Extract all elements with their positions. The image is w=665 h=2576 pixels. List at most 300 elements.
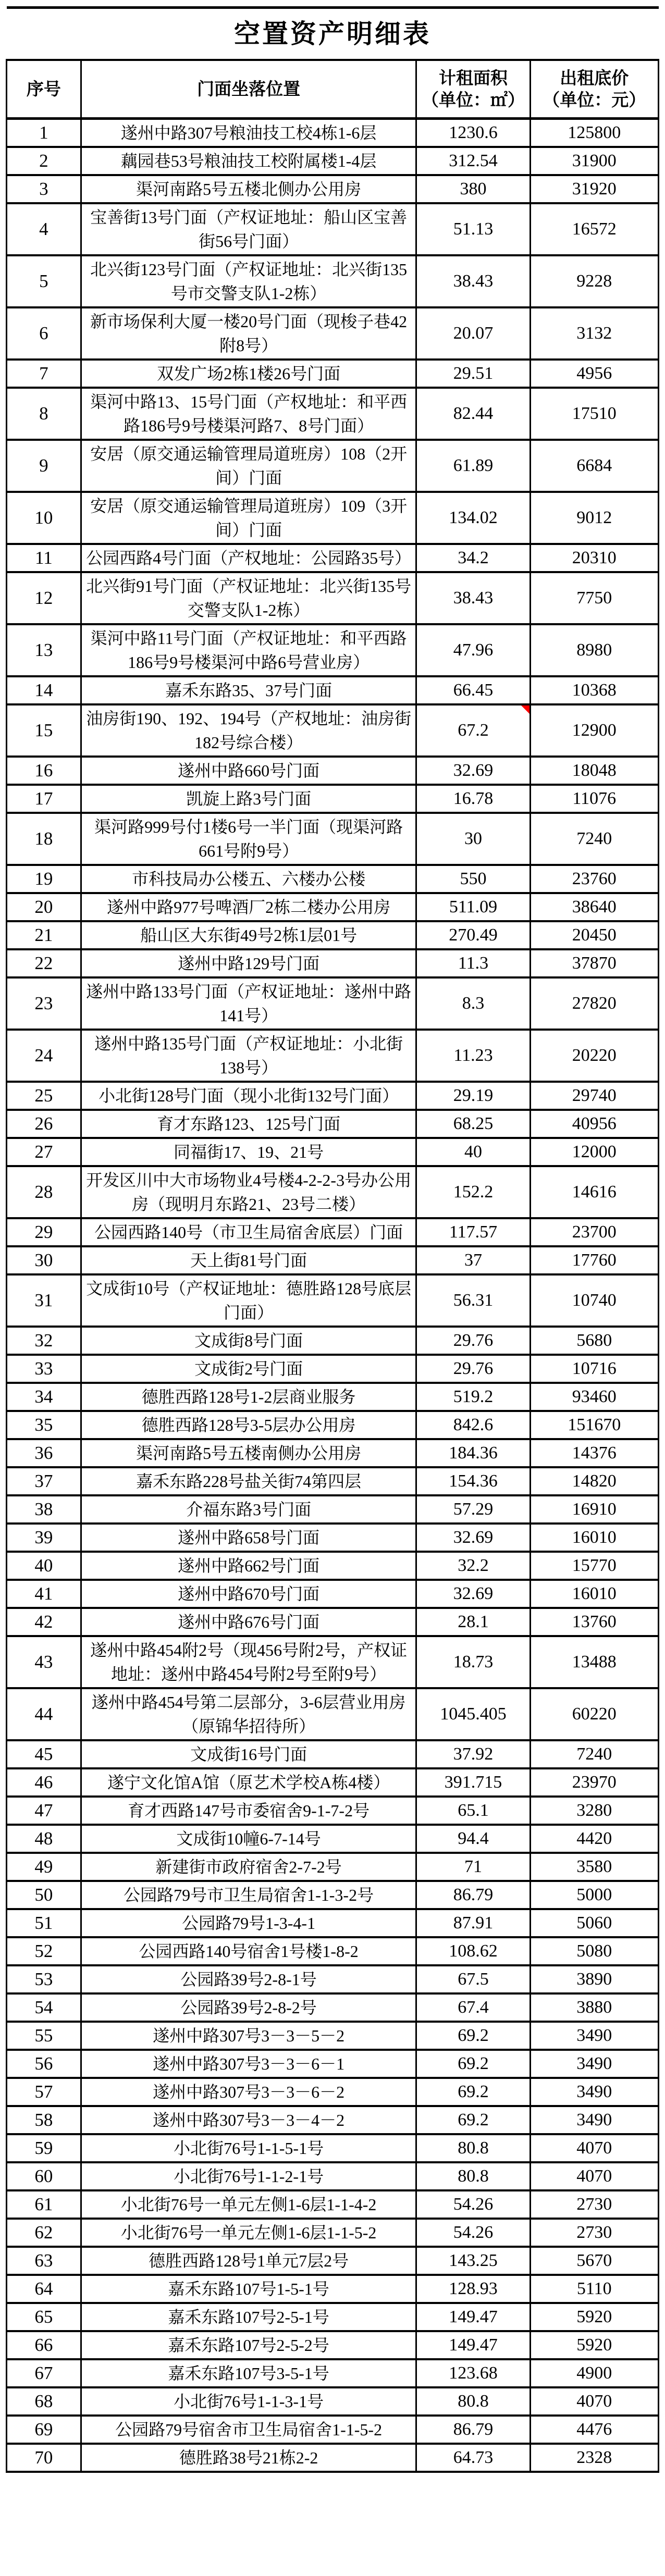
row-number-cell: 33 — [7, 1355, 81, 1383]
row-number-cell: 43 — [7, 1636, 81, 1688]
area-cell: 32.2 — [416, 1552, 530, 1580]
row-number-cell: 68 — [7, 2387, 81, 2416]
location-cell: 文成街8号门面 — [81, 1327, 416, 1355]
location-cell: 船山区大东街49号2栋1层01号 — [81, 921, 416, 949]
table-row — [7, 440, 659, 492]
area-cell: 154.36 — [416, 1467, 530, 1495]
area-cell: 80.8 — [416, 2162, 530, 2190]
table-row — [7, 147, 659, 175]
price-cell: 23700 — [530, 1218, 658, 1246]
price-cell: 7750 — [530, 572, 658, 624]
price-cell: 5670 — [530, 2247, 658, 2275]
table-row — [7, 704, 659, 757]
row-number-cell: 47 — [7, 1797, 81, 1825]
row-number-cell: 57 — [7, 2078, 81, 2106]
table-row — [7, 2078, 659, 2106]
price-cell: 3880 — [530, 1993, 658, 2022]
row-number-cell: 62 — [7, 2219, 81, 2247]
row-number-cell: 27 — [7, 1138, 81, 1166]
location-cell: 遂州中路135号门面（产权证地址：小北街138号） — [81, 1030, 416, 1082]
area-cell: 54.26 — [416, 2190, 530, 2219]
row-number-cell: 64 — [7, 2275, 81, 2303]
price-cell: 17760 — [530, 1246, 658, 1274]
area-cell: 11.3 — [416, 949, 530, 977]
area-cell: 117.57 — [416, 1218, 530, 1246]
table-row — [7, 1909, 659, 1937]
price-cell: 27820 — [530, 977, 658, 1030]
location-cell: 宝善街13号门面（产权证地址：船山区宝善街56号门面） — [81, 203, 416, 255]
price-cell: 60220 — [530, 1688, 658, 1740]
location-cell: 遂州中路307号粮油技工校4栋1-6层 — [81, 119, 416, 147]
row-number-cell: 53 — [7, 1965, 81, 1993]
location-cell: 遂州中路660号门面 — [81, 757, 416, 785]
area-cell: 29.76 — [416, 1355, 530, 1383]
area-cell: 380 — [416, 175, 530, 203]
column-header-unit: （单位：元） — [543, 90, 646, 109]
location-cell: 公园西路4号门面（产权地址：公园路35号） — [81, 544, 416, 572]
row-number-cell: 3 — [7, 175, 81, 203]
area-cell: 57.29 — [416, 1495, 530, 1524]
price-cell: 31900 — [530, 147, 658, 175]
row-number-cell: 70 — [7, 2444, 81, 2472]
location-cell: 北兴街91号门面（产权证地址：北兴街135号交警支队1-2栋） — [81, 572, 416, 624]
row-number-cell: 39 — [7, 1524, 81, 1552]
price-cell: 37870 — [530, 949, 658, 977]
location-cell: 双发广场2栋1楼26号门面 — [81, 360, 416, 388]
area-cell: 108.62 — [416, 1937, 530, 1965]
location-cell: 德胜路38号21栋2-2 — [81, 2444, 416, 2472]
location-cell: 遂州中路670号门面 — [81, 1580, 416, 1608]
row-number-cell: 1 — [7, 119, 81, 147]
row-number-cell: 31 — [7, 1274, 81, 1327]
table-row — [7, 977, 659, 1030]
table-row — [7, 1411, 659, 1439]
price-cell: 14616 — [530, 1166, 658, 1218]
price-cell: 5680 — [530, 1327, 658, 1355]
table-row — [7, 2134, 659, 2162]
row-number-cell: 15 — [7, 704, 81, 757]
area-cell: 29.51 — [416, 360, 530, 388]
table-row — [7, 1110, 659, 1138]
price-cell: 13488 — [530, 1636, 658, 1688]
location-cell: 遂州中路454附2号（现456号附2号，产权证地址：遂州中路454号附2号至附9号） — [81, 1636, 416, 1688]
column-header-label: 序号 — [26, 79, 61, 98]
price-cell: 20450 — [530, 921, 658, 949]
table-row — [7, 1825, 659, 1853]
area-cell: 34.2 — [416, 544, 530, 572]
area-cell: 32.69 — [416, 757, 530, 785]
area-cell: 149.47 — [416, 2331, 530, 2359]
table-row — [7, 676, 659, 704]
row-number-cell: 12 — [7, 572, 81, 624]
location-cell: 遂州中路676号门面 — [81, 1608, 416, 1636]
table-row — [7, 1580, 659, 1608]
location-cell: 遂州中路133号门面（产权证地址：遂州中路141号） — [81, 977, 416, 1030]
price-cell: 5920 — [530, 2331, 658, 2359]
area-cell: 87.91 — [416, 1909, 530, 1937]
table-row — [7, 1993, 659, 2022]
price-cell: 29740 — [530, 1082, 658, 1110]
price-cell: 12900 — [530, 704, 658, 757]
area-cell: 312.54 — [416, 147, 530, 175]
location-cell: 遂州中路307号3－3－6－2 — [81, 2078, 416, 2106]
row-number-cell: 23 — [7, 977, 81, 1030]
row-number-cell: 48 — [7, 1825, 81, 1853]
price-cell: 5080 — [530, 1937, 658, 1965]
location-cell: 文成街16号门面 — [81, 1740, 416, 1768]
area-cell: 29.76 — [416, 1327, 530, 1355]
price-cell: 3132 — [530, 307, 658, 360]
table-row — [7, 1355, 659, 1383]
table-row — [7, 1740, 659, 1768]
row-number-cell: 66 — [7, 2331, 81, 2359]
price-cell: 15770 — [530, 1552, 658, 1580]
column-header-unit: （单位：㎡） — [422, 90, 525, 109]
price-cell: 4956 — [530, 360, 658, 388]
table-row — [7, 2190, 659, 2219]
table-row — [7, 492, 659, 544]
area-cell: 69.2 — [416, 2078, 530, 2106]
column-header-label: 出租底价 — [560, 68, 629, 88]
area-cell: 68.25 — [416, 1110, 530, 1138]
location-cell: 嘉禾东路228号盐关街74第四层 — [81, 1467, 416, 1495]
area-cell: 69.2 — [416, 2050, 530, 2078]
location-cell: 市科技局办公楼五、六楼办公楼 — [81, 865, 416, 893]
row-number-cell: 50 — [7, 1881, 81, 1909]
row-number-cell: 58 — [7, 2106, 81, 2134]
table-row — [7, 2331, 659, 2359]
row-number-cell: 54 — [7, 1993, 81, 2022]
table-row — [7, 255, 659, 307]
area-cell: 56.31 — [416, 1274, 530, 1327]
area-cell: 28.1 — [416, 1608, 530, 1636]
table-row — [7, 1797, 659, 1825]
location-cell: 公园路79号市卫生局宿舍1-1-3-2号 — [81, 1881, 416, 1909]
table-row — [7, 1881, 659, 1909]
area-cell: 32.69 — [416, 1580, 530, 1608]
price-cell: 3890 — [530, 1965, 658, 1993]
row-number-cell: 4 — [7, 203, 81, 255]
location-cell: 小北街76号1-1-2-1号 — [81, 2162, 416, 2190]
location-cell: 德胜西路128号1单元7层2号 — [81, 2247, 416, 2275]
price-cell: 6684 — [530, 440, 658, 492]
price-cell: 20220 — [530, 1030, 658, 1082]
table-row — [7, 1552, 659, 1580]
price-cell: 16910 — [530, 1495, 658, 1524]
location-cell: 渠河中路11号门面（产权证地址：和平西路186号9号楼渠河中路6号营业房） — [81, 624, 416, 676]
location-cell: 文成街10幢6-7-14号 — [81, 1825, 416, 1853]
area-cell: 61.89 — [416, 440, 530, 492]
price-cell: 14820 — [530, 1467, 658, 1495]
price-cell: 14376 — [530, 1439, 658, 1467]
location-cell: 北兴街123号门面（产权证地址：北兴街135号市交警支队1-2栋） — [81, 255, 416, 307]
row-number-cell: 49 — [7, 1853, 81, 1881]
column-header-price — [530, 60, 658, 119]
row-number-cell: 19 — [7, 865, 81, 893]
location-cell: 德胜西路128号3-5层办公用房 — [81, 1411, 416, 1439]
price-cell: 125800 — [530, 119, 658, 147]
location-cell: 育才东路123、125号门面 — [81, 1110, 416, 1138]
price-cell: 10716 — [530, 1355, 658, 1383]
table-row — [7, 2359, 659, 2387]
table-row — [7, 949, 659, 977]
row-number-cell: 7 — [7, 360, 81, 388]
row-number-cell: 5 — [7, 255, 81, 307]
table-row — [7, 1768, 659, 1797]
row-number-cell: 51 — [7, 1909, 81, 1937]
area-cell: 67.5 — [416, 1965, 530, 1993]
location-cell: 遂州中路662号门面 — [81, 1552, 416, 1580]
area-cell: 40 — [416, 1138, 530, 1166]
price-cell: 151670 — [530, 1411, 658, 1439]
row-number-cell: 14 — [7, 676, 81, 704]
price-cell: 23760 — [530, 865, 658, 893]
location-cell: 安居（原交通运输管理局道班房）109（3开间）门面 — [81, 492, 416, 544]
area-cell: 270.49 — [416, 921, 530, 949]
row-number-cell: 69 — [7, 2416, 81, 2444]
price-cell: 2328 — [530, 2444, 658, 2472]
location-cell: 公园路79号1-3-4-1 — [81, 1909, 416, 1937]
row-number-cell: 29 — [7, 1218, 81, 1246]
table-row — [7, 921, 659, 949]
table-row — [7, 2444, 659, 2472]
table-row — [7, 307, 659, 360]
location-cell: 嘉禾东路35、37号门面 — [81, 676, 416, 704]
location-cell: 公园路39号2-8-1号 — [81, 1965, 416, 1993]
row-number-cell: 37 — [7, 1467, 81, 1495]
location-cell: 藕园巷53号粮油技工校附属楼1-4层 — [81, 147, 416, 175]
price-cell: 5920 — [530, 2303, 658, 2331]
table-row — [7, 1138, 659, 1166]
table-row — [7, 2050, 659, 2078]
column-header-no — [7, 60, 81, 119]
location-cell: 新建街市政府宿舍2-7-2号 — [81, 1853, 416, 1881]
row-number-cell: 59 — [7, 2134, 81, 2162]
table-row — [7, 1467, 659, 1495]
table-row — [7, 388, 659, 440]
location-cell: 小北街76号一单元左侧1-6层1-1-4-2 — [81, 2190, 416, 2219]
price-cell: 16572 — [530, 203, 658, 255]
row-number-cell: 16 — [7, 757, 81, 785]
table-row — [7, 2162, 659, 2190]
price-cell: 16010 — [530, 1524, 658, 1552]
location-cell: 开发区川中大市场物业4号楼4-2-2-3号办公用房（现明月东路21、23号二楼） — [81, 1166, 416, 1218]
price-cell: 20310 — [530, 544, 658, 572]
row-number-cell: 61 — [7, 2190, 81, 2219]
area-cell: 47.96 — [416, 624, 530, 676]
area-cell: 184.36 — [416, 1439, 530, 1467]
table-row — [7, 2416, 659, 2444]
table-row — [7, 1246, 659, 1274]
table-row — [7, 785, 659, 813]
document-page — [6, 0, 659, 2473]
price-cell: 4070 — [530, 2162, 658, 2190]
table-row — [7, 572, 659, 624]
area-cell: 66.45 — [416, 676, 530, 704]
location-cell: 育才西路147号市委宿舍9-1-7-2号 — [81, 1797, 416, 1825]
price-cell: 7240 — [530, 1740, 658, 1768]
row-number-cell: 35 — [7, 1411, 81, 1439]
location-cell: 遂州中路129号门面 — [81, 949, 416, 977]
location-cell: 文成街2号门面 — [81, 1355, 416, 1383]
area-cell: 94.4 — [416, 1825, 530, 1853]
price-cell: 3490 — [530, 2050, 658, 2078]
price-cell: 40956 — [530, 1110, 658, 1138]
table-row — [7, 203, 659, 255]
table-row — [7, 865, 659, 893]
area-cell: 519.2 — [416, 1383, 530, 1411]
table-row — [7, 1965, 659, 1993]
row-number-cell: 13 — [7, 624, 81, 676]
row-number-cell: 9 — [7, 440, 81, 492]
column-header-label: 计租面积 — [439, 68, 508, 88]
location-cell: 遂州中路658号门面 — [81, 1524, 416, 1552]
area-cell: 30 — [416, 813, 530, 865]
column-header-label: 门面坐落位置 — [197, 79, 301, 98]
row-number-cell: 65 — [7, 2303, 81, 2331]
area-cell: 128.93 — [416, 2275, 530, 2303]
row-number-cell: 8 — [7, 388, 81, 440]
location-cell: 安居（原交通运输管理局道班房）108（2开间）门面 — [81, 440, 416, 492]
price-cell: 3490 — [530, 2106, 658, 2134]
price-cell: 4070 — [530, 2134, 658, 2162]
area-cell: 8.3 — [416, 977, 530, 1030]
row-number-cell: 52 — [7, 1937, 81, 1965]
table-row — [7, 2219, 659, 2247]
location-cell: 天上街81号门面 — [81, 1246, 416, 1274]
table-row — [7, 1327, 659, 1355]
price-cell: 4900 — [530, 2359, 658, 2387]
area-cell: 1230.6 — [416, 119, 530, 147]
table-row — [7, 1218, 659, 1246]
column-header-row — [7, 60, 659, 119]
location-cell: 凯旋上路3号门面 — [81, 785, 416, 813]
comment-marker-icon — [521, 705, 529, 714]
price-cell: 3490 — [530, 2022, 658, 2050]
row-number-cell: 34 — [7, 1383, 81, 1411]
area-cell: 64.73 — [416, 2444, 530, 2472]
price-cell: 11076 — [530, 785, 658, 813]
column-header-area — [416, 60, 530, 119]
row-number-cell: 38 — [7, 1495, 81, 1524]
row-number-cell: 42 — [7, 1608, 81, 1636]
row-number-cell: 20 — [7, 893, 81, 921]
row-number-cell: 11 — [7, 544, 81, 572]
row-number-cell: 28 — [7, 1166, 81, 1218]
price-cell: 5060 — [530, 1909, 658, 1937]
table-row — [7, 119, 659, 147]
table-row — [7, 893, 659, 921]
row-number-cell: 26 — [7, 1110, 81, 1138]
price-cell: 8980 — [530, 624, 658, 676]
area-cell: 18.73 — [416, 1636, 530, 1688]
price-cell: 5110 — [530, 2275, 658, 2303]
row-number-cell: 36 — [7, 1439, 81, 1467]
area-cell: 511.09 — [416, 893, 530, 921]
price-cell: 9012 — [530, 492, 658, 544]
table-row — [7, 1439, 659, 1467]
area-cell: 67.4 — [416, 1993, 530, 2022]
table-row — [7, 1274, 659, 1327]
table-row — [7, 2247, 659, 2275]
table-row — [7, 1166, 659, 1218]
price-cell: 18048 — [530, 757, 658, 785]
location-cell: 德胜西路128号1-2层商业服务 — [81, 1383, 416, 1411]
row-number-cell: 44 — [7, 1688, 81, 1740]
location-cell: 遂州中路977号啤酒厂2栋二楼办公用房 — [81, 893, 416, 921]
table-row — [7, 2106, 659, 2134]
table-row — [7, 360, 659, 388]
area-cell: 69.2 — [416, 2106, 530, 2134]
row-number-cell: 63 — [7, 2247, 81, 2275]
area-cell: 54.26 — [416, 2219, 530, 2247]
row-number-cell: 6 — [7, 307, 81, 360]
area-cell: 391.715 — [416, 1768, 530, 1797]
area-cell: 1045.405 — [416, 1688, 530, 1740]
title-row — [7, 8, 659, 60]
location-cell: 嘉禾东路107号1-5-1号 — [81, 2275, 416, 2303]
area-cell: 51.13 — [416, 203, 530, 255]
location-cell: 公园路79号宿舍市卫生局宿舍1-1-5-2 — [81, 2416, 416, 2444]
area-cell: 37 — [416, 1246, 530, 1274]
area-cell: 152.2 — [416, 1166, 530, 1218]
area-cell: 20.07 — [416, 307, 530, 360]
price-cell: 3280 — [530, 1797, 658, 1825]
location-cell: 同福街17、19、21号 — [81, 1138, 416, 1166]
price-cell: 31920 — [530, 175, 658, 203]
location-cell: 渠河南路5号五楼南侧办公用房 — [81, 1439, 416, 1467]
column-header-location — [81, 60, 416, 119]
area-cell: 86.79 — [416, 2416, 530, 2444]
price-cell: 17510 — [530, 388, 658, 440]
price-cell: 38640 — [530, 893, 658, 921]
location-cell: 小北街76号一单元左侧1-6层1-1-5-2 — [81, 2219, 416, 2247]
row-number-cell: 60 — [7, 2162, 81, 2190]
row-number-cell: 24 — [7, 1030, 81, 1082]
location-cell: 介福东路3号门面 — [81, 1495, 416, 1524]
table-row — [7, 2275, 659, 2303]
location-cell: 嘉禾东路107号2-5-2号 — [81, 2331, 416, 2359]
row-number-cell: 56 — [7, 2050, 81, 2078]
area-cell: 123.68 — [416, 2359, 530, 2387]
location-cell: 嘉禾东路107号2-5-1号 — [81, 2303, 416, 2331]
price-cell: 7240 — [530, 813, 658, 865]
location-cell: 小北街76号1-1-3-1号 — [81, 2387, 416, 2416]
location-cell: 公园路39号2-8-2号 — [81, 1993, 416, 2022]
table-row — [7, 1082, 659, 1110]
area-cell: 38.43 — [416, 255, 530, 307]
table-row — [7, 1495, 659, 1524]
location-cell: 渠河路999号付1楼6号一半门面（现渠河路661号附9号） — [81, 813, 416, 865]
location-cell: 渠河南路5号五楼北侧办公用房 — [81, 175, 416, 203]
area-cell: 143.25 — [416, 2247, 530, 2275]
area-cell: 86.79 — [416, 1881, 530, 1909]
price-cell: 4070 — [530, 2387, 658, 2416]
table-row — [7, 2303, 659, 2331]
area-cell: 80.8 — [416, 2134, 530, 2162]
table-row — [7, 1688, 659, 1740]
location-cell: 文成街10号（产权证地址：德胜路128号底层门面） — [81, 1274, 416, 1327]
row-number-cell: 32 — [7, 1327, 81, 1355]
area-cell: 65.1 — [416, 1797, 530, 1825]
location-cell: 新市场保利大厦一楼20号门面（现梭子巷42附8号） — [81, 307, 416, 360]
location-cell: 遂州中路454号第二层部分，3-6层营业用房（原锦华招待所） — [81, 1688, 416, 1740]
price-cell: 3580 — [530, 1853, 658, 1881]
price-cell: 4476 — [530, 2416, 658, 2444]
table-row — [7, 1937, 659, 1965]
area-cell: 82.44 — [416, 388, 530, 440]
table-row — [7, 1030, 659, 1082]
